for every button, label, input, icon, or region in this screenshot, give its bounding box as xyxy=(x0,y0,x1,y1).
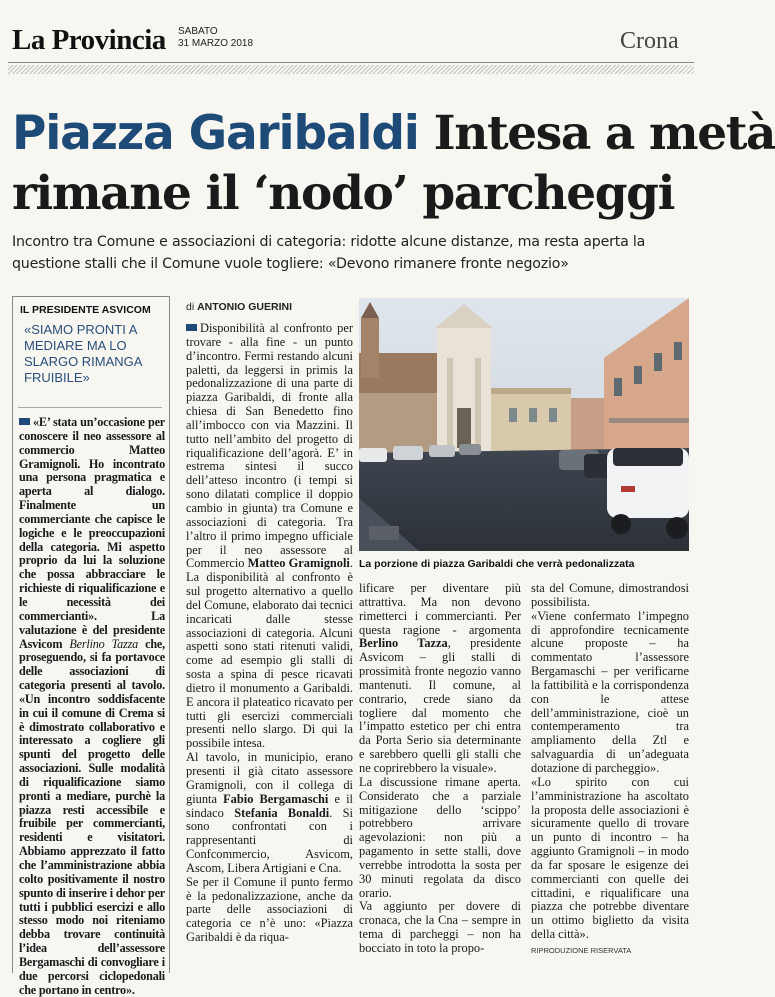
article-text: Al tavolo, in municipio, erano presenti il già citato assessore Gramignoli, con il collega di giunta xyxy=(186,750,353,806)
subheadline: Incontro tra Comune e associazioni di categoria: ridotte alcune distanze, ma resta aperta la questione stalli che il Comune vuole togliere: «Devono rimanere fronte negozio» xyxy=(12,234,646,272)
byline xyxy=(186,301,292,313)
article-name: Fabio Bergamaschi xyxy=(223,791,329,806)
article-text: . Si sono confrontati con i rappresentanti di Confcommercio, Asvicom, Ascom, Libera Artigiani e Cna. xyxy=(186,805,353,875)
sidebar-heading: IL PRESIDENTE ASVICOM xyxy=(20,304,151,316)
sidebar-divider xyxy=(18,407,162,408)
article-name: Berlino Tazza xyxy=(359,636,448,651)
newspaper-logo: La Provincia xyxy=(12,24,166,56)
issue-day: SABATO xyxy=(178,26,218,37)
article-text: Se per il Comune il punto fermo è la pedonalizzazione, anche da parte delle associazioni di categoria ce n’è uno: «Piazza Garibaldi è da riqua- xyxy=(186,874,353,945)
article-text: e il sindaco xyxy=(186,791,353,820)
issue-date xyxy=(178,26,253,50)
masthead-rule xyxy=(8,62,694,63)
sidebar-text-2: che, proseguendo, si fa portavoce delle associazioni di categoria presenti al tavolo. «Un incontro soddisfacente in cui il comune di Crema si è dimostrato collaborativo e interessato a cogliere gli spunti del progetto delle associazioni. Sulle modalità di riqualificazione siamo pronti a mediare, purchè la piazza resti accessibile e fruibile per commercianti, residenti e visitatori. Abbiamo apprezzato il fatto che l’amministrazione abbia colto positivamente il nostro spunto di inserire i dehor per tutti i pubblici esercizi e allo stesso modo noi riteniamo debba trovare continuità l’idea dell’assessore Bergamaschi di convogliare i due percorsi ciclopedonali che portano in centro». xyxy=(19,636,165,997)
photo-caption: La porzione di piazza Garibaldi che verrà pedonalizzata xyxy=(359,558,635,570)
col-content xyxy=(186,321,353,944)
copyright-notice: RIPRODUZIONE RISERVATA xyxy=(531,946,632,955)
headline-main: Intesa a metà xyxy=(418,106,775,161)
sidebar-text-1: «E’ stata un’occasione per conoscere il neo assessore al commercio Matteo Gramignoli. Ho incontrato una persona pragmatica e aperta al dialogo. Finalmente un commerciante che capisce le logiche e le preoccupazioni della categoria. Mi aspetto proprio da lui la soluzione che possa abbracciare le richieste di riqualificazione e le necessità dei commercianti». La valutazione è del presidente Asvicom xyxy=(19,415,165,651)
col-content xyxy=(531,581,689,941)
headline-line-2: rimane il ‘nodo’ parcheggi xyxy=(12,166,675,221)
article-name: Stefania Bonaldi xyxy=(234,805,330,820)
col-content xyxy=(359,581,521,955)
article-column-3 xyxy=(531,582,689,942)
byline-prefix: di xyxy=(186,301,198,313)
section-name: Crona xyxy=(620,28,679,54)
headline-topic: Piazza Garibaldi xyxy=(12,106,419,161)
byline-author: ANTONIO GUERINI xyxy=(197,301,292,313)
article-text: . La disponibilità al confronto è sul progetto alternativo a quello del Comune, elaborato dai tecnici incaricati dalle stesse associazioni di categoria. Alcuni aspetti sono stati ritenuti validi, come ad esempio gli stalli di sosta a spina di pesce ricavati dietro il monumento a Garibaldi. E ancora il plateatico ricavato per tutti gli esercizi commerciali presenti nello slargo. Di qui la possibile intesa. xyxy=(186,556,353,751)
article-name: Matteo Gramignoli xyxy=(247,556,350,571)
sidebar-body xyxy=(19,416,165,997)
article-text: La discussione rimane aperta. Considerato che a parziale mitigazione dello ‘scippo’ potrebbero arrivare agevolazioni: non più a pagamento in sette stalli, dove verrebbe introdotta la sosta per 30 minuti regolata da disco orario. xyxy=(359,774,521,900)
article-text: «Viene confermato l’impegno di approfondire tecnicamente alcune proposte – ha commentato l’assessore Bergamaschi – per verificarne la fattibilità e la corrispondenza con le attese dell’amministrazione, cioè un contemperamento tra ampliamento della Ztl e salvaguardia di un’adeguata dotazione di parcheggio». xyxy=(531,608,689,775)
issue-date-text: 31 MARZO 2018 xyxy=(178,38,254,49)
article-text: lificare per diventare più attrattiva. Ma non devono rimetterci i commercianti. Per questa ragione - argomenta xyxy=(359,581,521,637)
article-text: Disponibilità al confronto per trovare - alla fine - un punto d’incontro. Fermi restando alcuni paletti, da leggersi in primis la pedonalizzazione di una parte di piazza Garibaldi, di fronte alla chiesa di San Benedetto fino all’imbocco con via Mazzini. Il tutto nell’ambito del progetto di riqualificazione dell’agorà. E’ in estrema sintesi il succo dell’atteso incontro (i tempi si sono dilatati complice il doppio cambio in giunta) tra Comune e associazioni di categoria. Tra l’altro il primo impegno ufficiale per il neo assessore al Commercio xyxy=(186,321,353,571)
article-text: Va aggiunto per dovere di cronaca, che la Cna – sempre in tema di parcheggi – non ha bocciato in toto la propo- xyxy=(359,899,521,955)
sidebar-name: Berlino Tazza xyxy=(69,636,139,651)
article-text: , presidente Asvicom – gli stalli di prossimità fronte negozio vanno mantenuti. Il comune, al contrario, crede siano da togliere dal momento che l’impatto estetico per chi entra da Porta Serio sia determinante e sarebbero quelli gli stalli che ne coprirebbero la visuale». xyxy=(359,636,521,775)
article-column-1 xyxy=(186,322,353,945)
paragraph-marker-icon xyxy=(186,324,197,331)
paragraph-marker-icon xyxy=(19,418,30,425)
article-text: sta del Comune, dimostrandosi possibilista. xyxy=(531,581,689,609)
masthead-hatch-divider xyxy=(8,65,694,74)
piazza-photo-illustration xyxy=(359,298,689,551)
headline-line-1 xyxy=(12,104,775,164)
sidebar-pull-quote: «SIAMO PRONTI A MEDIARE MA LO SLARGO RIMANGA FRUIBILE» xyxy=(24,322,142,385)
article-text: «Lo spirito con cui l’amministrazione ha ascoltato la proposta delle associazioni è sicuramente quello di trovare un punto di incontro – ha aggiunto Gramignoli – in modo da far sposare le esigenze dei commercianti con quelle dei cittadini, e riqualificare una piazza che potrebbe diventare un ottimo biglietto da visita della città». xyxy=(531,774,689,942)
piazza-photo xyxy=(359,298,689,551)
article-column-2 xyxy=(359,582,521,956)
headline xyxy=(12,104,775,224)
